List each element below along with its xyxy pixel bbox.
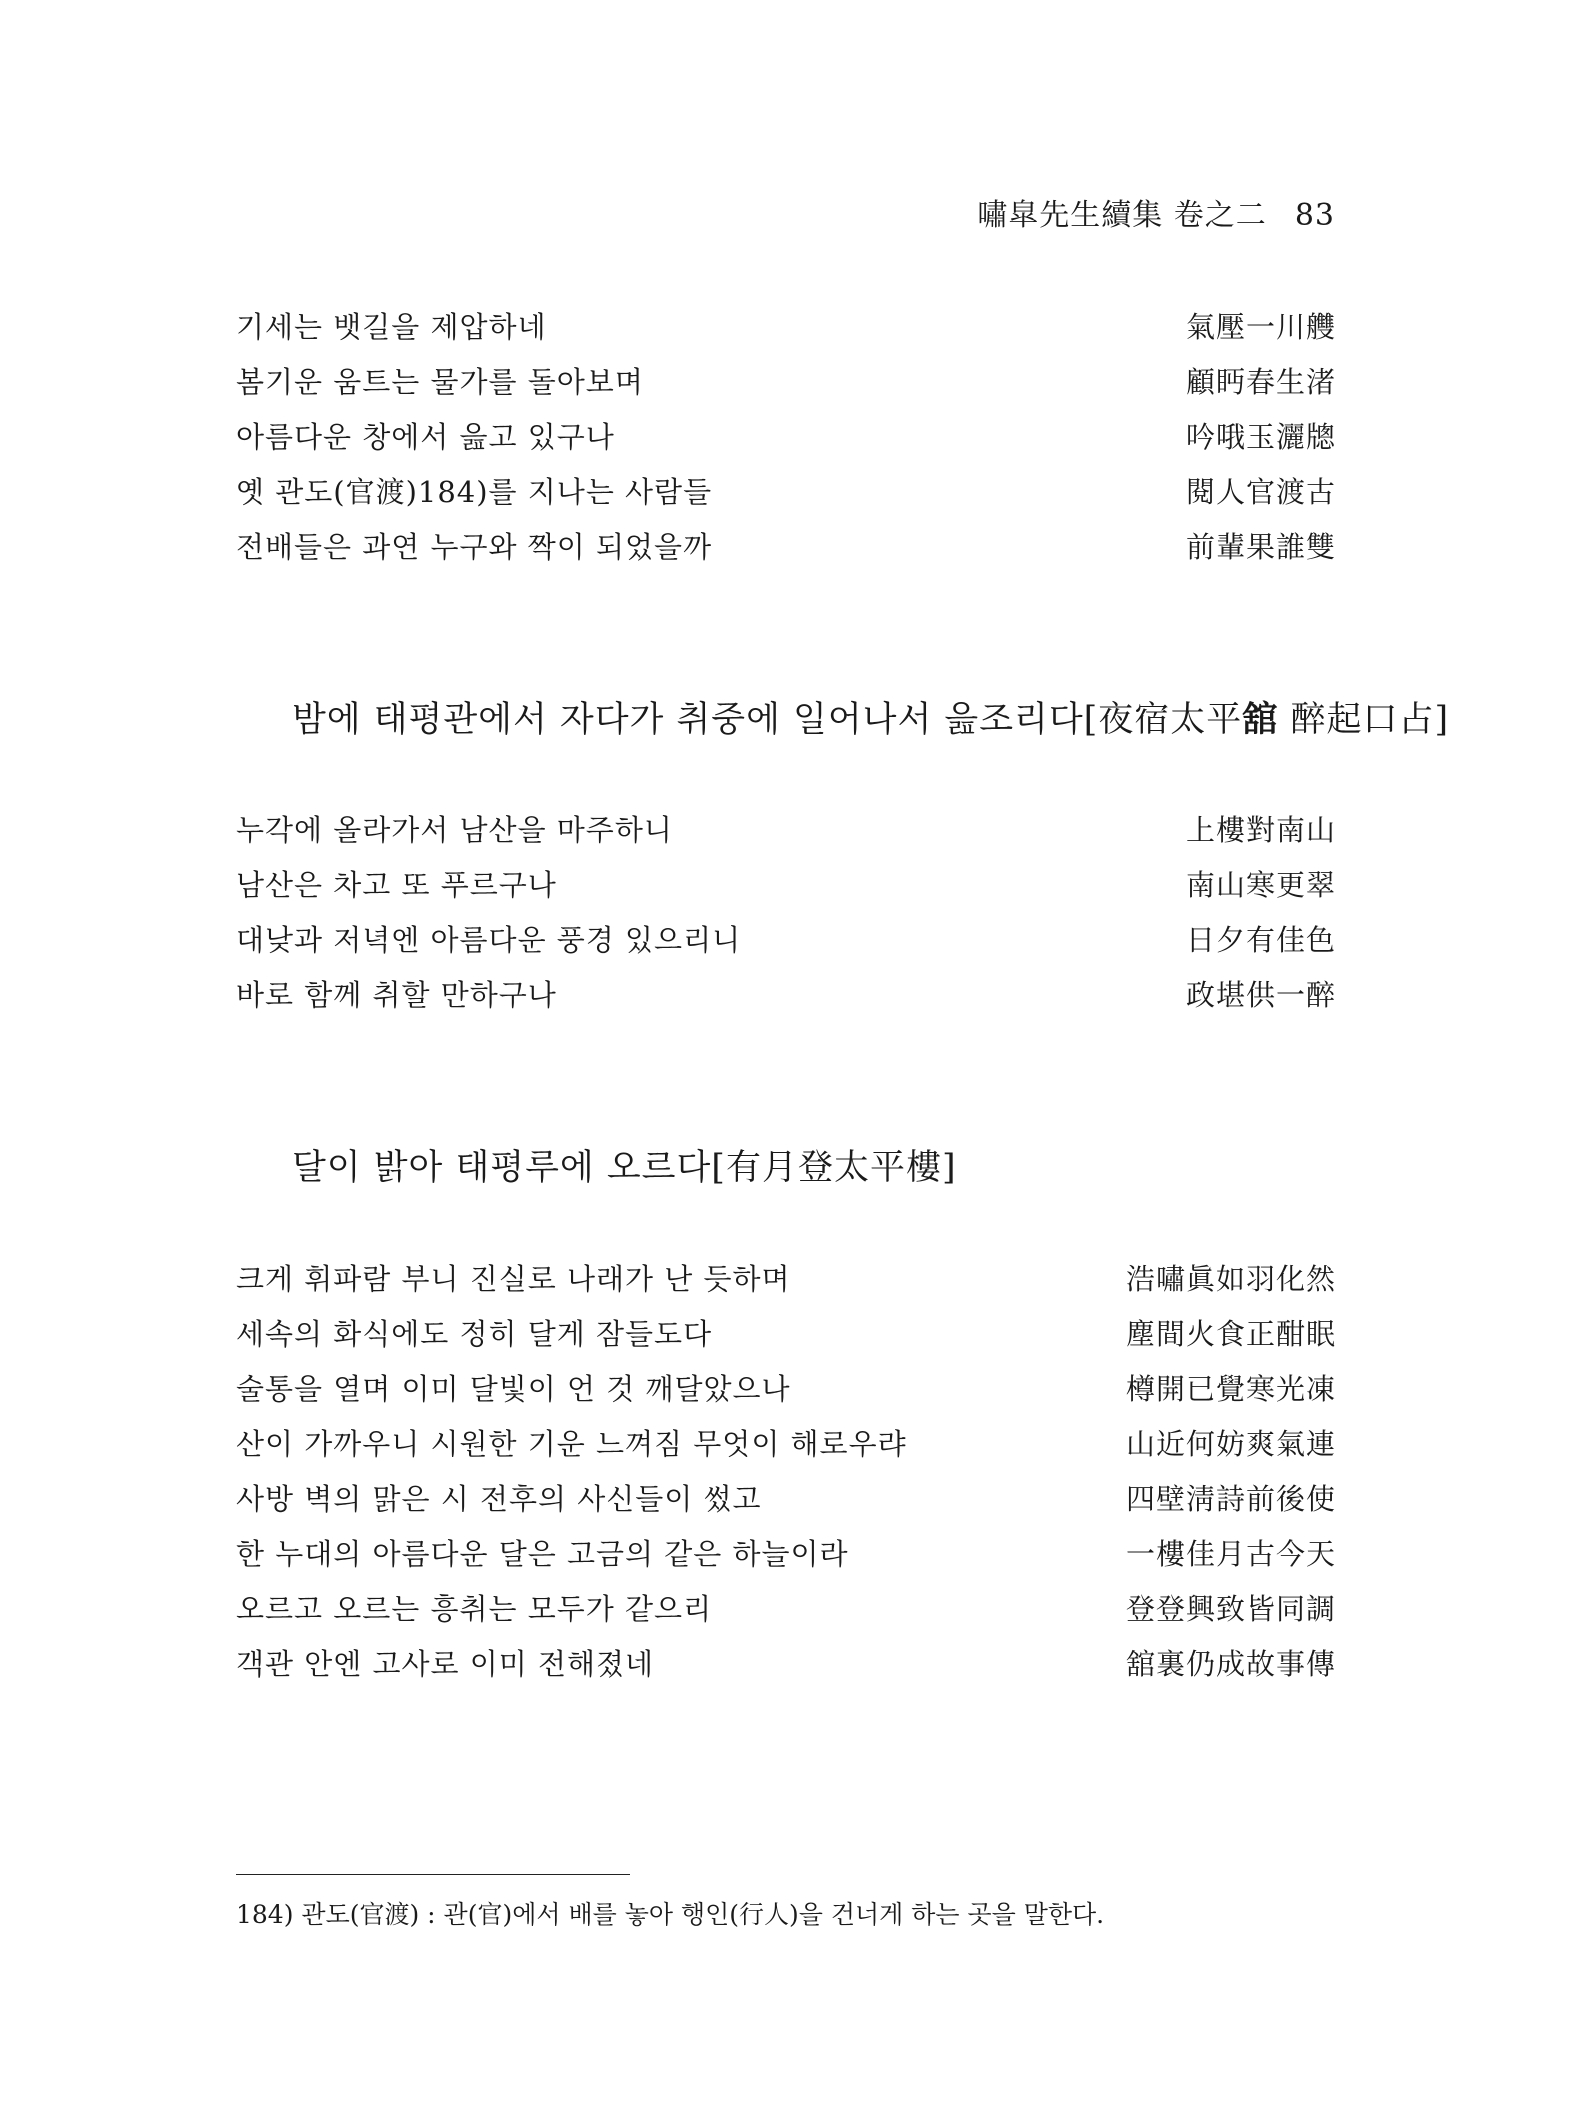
korean-verse: 봄기운 움트는 물가를 돌아보며 [236, 365, 644, 399]
verse-line [236, 913, 1336, 968]
hanja-verse: 上樓對南山 [1185, 813, 1336, 847]
poem-2 [236, 803, 1336, 1023]
korean-verse: 사방 벽의 맑은 시 전후의 사신들이 썼고 [236, 1482, 762, 1516]
hanja-verse: 四壁淸詩前後使 [1125, 1482, 1336, 1516]
page-number: 83 [1294, 198, 1335, 233]
korean-verse: 누각에 올라가서 남산을 마주하니 [236, 813, 673, 847]
verse-line [236, 1362, 1336, 1417]
title-text-end: 醉起口占] [1278, 700, 1450, 740]
verse-line [236, 1307, 1336, 1362]
verse-line [236, 1252, 1336, 1307]
verse-line [236, 520, 1336, 575]
verse-line [236, 803, 1336, 858]
verse-line [236, 300, 1336, 355]
verse-line [236, 1582, 1336, 1637]
korean-verse: 옛 관도(官渡)184)를 지나는 사람들 [236, 475, 713, 509]
hanja-verse: 一樓佳月古今天 [1125, 1537, 1336, 1571]
korean-verse: 술통을 열며 이미 달빛이 언 것 깨달았으나 [236, 1372, 791, 1406]
footnote: 184) 관도(官渡) : 관(官)에서 배를 놓아 행인(行人)을 건너게 하는 곳을 말한다. [236, 1900, 1105, 1929]
verse-line [236, 410, 1336, 465]
footnote-divider [236, 1874, 630, 1875]
korean-verse: 크게 휘파람 부니 진실로 나래가 난 듯하며 [236, 1262, 791, 1296]
korean-verse: 바로 함께 취할 만하구나 [236, 978, 557, 1012]
title-text: 밤에 태평관에서 자다가 취중에 일어나서 읊조리다[夜宿太平 [292, 700, 1243, 740]
hanja-verse: 政堪供一醉 [1185, 978, 1336, 1012]
hanja-verse: 浩嘯眞如羽化然 [1125, 1262, 1336, 1296]
hanja-verse: 顧眄春生渚 [1185, 365, 1336, 399]
poem-1 [236, 300, 1336, 575]
verse-line [236, 465, 1336, 520]
korean-verse: 대낮과 저녁엔 아름다운 풍경 있으리니 [236, 923, 742, 957]
poem-3 [236, 1252, 1336, 1692]
verse-line [236, 1472, 1336, 1527]
korean-verse: 남산은 차고 또 푸르구나 [236, 868, 557, 902]
korean-verse: 아름다운 창에서 읊고 있구나 [236, 420, 615, 454]
korean-verse: 오르고 오르는 흥취는 모두가 같으리 [236, 1592, 713, 1626]
hanja-verse: 日夕有佳色 [1185, 923, 1336, 957]
book-title: 嘯皐先生續集 卷之二 [977, 198, 1267, 233]
korean-verse: 세속의 화식에도 정히 달게 잠들도다 [236, 1317, 713, 1351]
hanja-verse: 舘裏仍成故事傳 [1125, 1647, 1336, 1681]
verse-line [236, 968, 1336, 1023]
hanja-verse: 前輩果誰雙 [1185, 530, 1336, 564]
korean-verse: 전배들은 과연 누구와 짝이 되었을까 [236, 530, 713, 564]
hanja-verse: 樽開已覺寒光凍 [1125, 1372, 1336, 1406]
poem-3-title: 달이 밝아 태평루에 오르다[有月登太平樓] [292, 1148, 957, 1188]
verse-line [236, 1417, 1336, 1472]
verse-line [236, 355, 1336, 410]
verse-line [236, 1527, 1336, 1582]
hanja-verse: 閱人官渡古 [1185, 475, 1336, 509]
hanja-verse: 南山寒更翠 [1185, 868, 1336, 902]
title-bold-char: 舘 [1242, 699, 1279, 740]
hanja-verse: 氣壓一川艭 [1185, 310, 1336, 344]
verse-line [236, 858, 1336, 913]
korean-verse: 객관 안엔 고사로 이미 전해졌네 [236, 1647, 655, 1681]
hanja-verse: 吟哦玉灑牕 [1185, 420, 1336, 454]
poem-2-title [292, 692, 1449, 742]
korean-verse: 기세는 뱃길을 제압하네 [236, 310, 547, 344]
hanja-verse: 登登興致皆同調 [1125, 1592, 1336, 1626]
korean-verse: 한 누대의 아름다운 달은 고금의 같은 하늘이라 [236, 1537, 849, 1571]
running-header [977, 190, 1335, 234]
hanja-verse: 塵間火食正酣眠 [1125, 1317, 1336, 1351]
hanja-verse: 山近何妨爽氣連 [1125, 1427, 1336, 1461]
verse-line [236, 1637, 1336, 1692]
korean-verse: 산이 가까우니 시원한 기운 느껴짐 무엇이 해로우랴 [236, 1427, 907, 1461]
